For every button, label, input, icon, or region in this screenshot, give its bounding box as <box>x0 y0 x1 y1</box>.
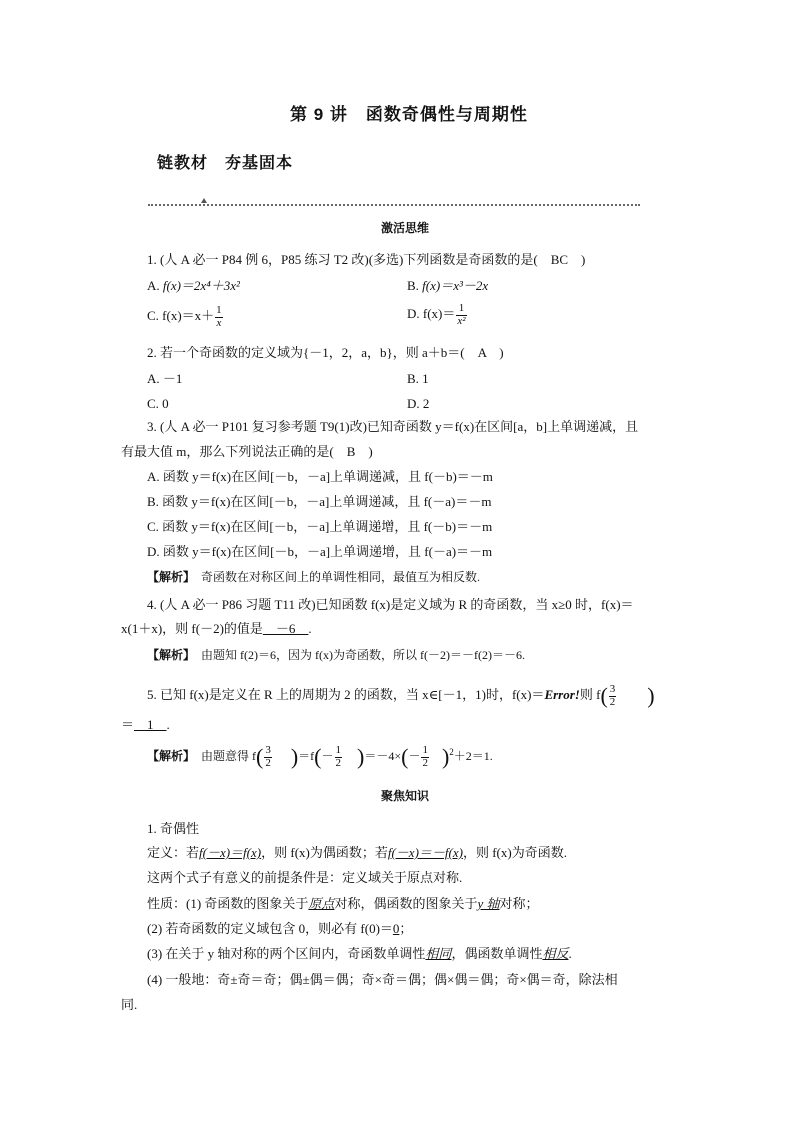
q4-stem-line2: x(1＋x)，则 f(－2)的值是 －6 . <box>121 621 312 636</box>
blank-zero: 0 <box>392 921 400 936</box>
q1-option-d: D. f(x)＝ $\frac{1}{\text{x²}}$ <box>407 302 466 327</box>
q3-option-b: B. 函数 y＝f(x)在区间[－b，－a]上单调递减，且 f(－a)＝－m <box>147 494 492 509</box>
q5-stem-line2: ＝ 1 . <box>121 717 170 732</box>
q5-stem-line1: 5. 已知 f(x)是定义在 R 上的周期为 2 的函数，当 x∈[－1，1)时，f(x)＝Error!则 f( $\frac{3}{2}$ ) <box>147 683 655 709</box>
k1-heading: 1. 奇偶性 <box>147 821 200 836</box>
q2-stem: 2. 若一个奇函数的定义域为{－1，2，a，b}，则 a＋b＝( A ) <box>147 345 504 360</box>
blank-same: 相同 <box>425 946 452 961</box>
section-heading-activate: 激活思维 <box>381 221 430 235</box>
q4-answer-blank: －6 <box>262 621 309 636</box>
q3-stem-line2: 有最大值 m，那么下列说法正确的是( B ) <box>121 444 373 459</box>
q3-option-c: C. 函数 y＝f(x)在区间[－b，－a]上单调递增，且 f(－b)＝－m <box>147 519 493 534</box>
q2-option-d: D. 2 <box>407 396 430 411</box>
section-divider <box>148 204 640 206</box>
k1-definition: 定义：若f(－x)＝f(x)，则 f(x)为偶函数；若f(－x)＝－f(x)，则 f(x)为奇函数. <box>147 845 567 860</box>
analysis-tag: 【解析】 <box>147 748 196 763</box>
k1-property-3: (3) 在关于 y 轴对称的两个区间内，奇函数单调性相同，偶函数单调性相反. <box>147 946 572 961</box>
q2-option-b: B. 1 <box>407 371 429 386</box>
divider-triangle-icon <box>201 198 207 203</box>
q5-answer-blank: 1 <box>134 717 167 732</box>
q3-stem-line1: 3. (人 A 必一 P101 复习参考题 T9(1)改)已知奇函数 y＝f(x)在区间[a，b]上单调递减，且 <box>147 419 639 434</box>
k1-property-2: (2) 若奇函数的定义域包含 0，则必有 f(0)＝0； <box>147 921 413 936</box>
q5-analysis: 【解析】 由题意得 f( $\frac{3}{2}$ )＝f(－ $\frac{1}{2}$ )＝－4×(－ $\frac{1}{2}$ )$^2$＋2＝1. <box>147 744 493 770</box>
blank-origin: 原点 <box>308 896 335 911</box>
q2-option-a: A. －1 <box>147 371 183 386</box>
q3-analysis: 【解析】 奇函数在对称区间上的单调性相同，最值互为相反数. <box>147 570 481 584</box>
q4-stem-line1: 4. (人 A 必一 P86 习题 T11 改)已知函数 f(x)是定义域为 R 的奇函数，当 x≥0 时，f(x)＝ <box>147 597 634 612</box>
def-blank-even: f(－x)＝f(x) <box>199 845 262 860</box>
q1-option-a: A. f(x)＝2x⁴＋3x² <box>147 278 240 293</box>
k1-property-4-line1: (4) 一般地：奇±奇＝奇；偶±偶＝偶；奇×奇＝偶；偶×偶＝偶；奇×偶＝奇，除法相 <box>147 972 618 987</box>
q3-option-a: A. 函数 y＝f(x)在区间[－b，－a]上单调递减，且 f(－b)＝－m <box>147 469 493 484</box>
page-title: 第 9 讲 函数奇偶性与周期性 <box>290 105 528 124</box>
error-text: Error! <box>544 687 580 703</box>
q3-option-d: D. 函数 y＝f(x)在区间[－b，－a]上单调递增，且 f(－a)＝－m <box>147 544 493 559</box>
analysis-tag: 【解析】 <box>147 570 196 584</box>
blank-y-axis: y 轴 <box>477 896 500 911</box>
q1-option-c: C. f(x)＝x＋ $\frac{1}{x}$ <box>147 304 222 329</box>
q1-option-b: B. f(x)＝x³－2x <box>407 278 489 293</box>
k1-premise: 这两个式子有意义的前提条件是：定义域关于原点对称. <box>147 870 463 885</box>
analysis-tag: 【解析】 <box>147 648 196 662</box>
def-blank-odd: f(－x)＝－f(x) <box>387 845 463 860</box>
blank-opposite: 相反 <box>542 946 569 961</box>
q4-analysis: 【解析】 由题知 f(2)＝6，因为 f(x)为奇函数，所以 f(－2)＝－f(2)＝－6. <box>147 648 525 662</box>
section-subtitle: 链教材 夯基固本 <box>157 155 294 172</box>
k1-property-1: 性质：(1) 奇函数的图象关于原点对称，偶函数的图象关于y 轴对称； <box>147 896 539 911</box>
q1-stem: 1. (人 A 必一 P84 例 6，P85 练习 T2 改)(多选)下列函数是奇函数的是( BC ) <box>147 252 586 267</box>
k1-property-4-line2: 同. <box>121 997 138 1012</box>
q2-option-c: C. 0 <box>147 396 169 411</box>
section-heading-focus: 聚焦知识 <box>381 789 430 803</box>
